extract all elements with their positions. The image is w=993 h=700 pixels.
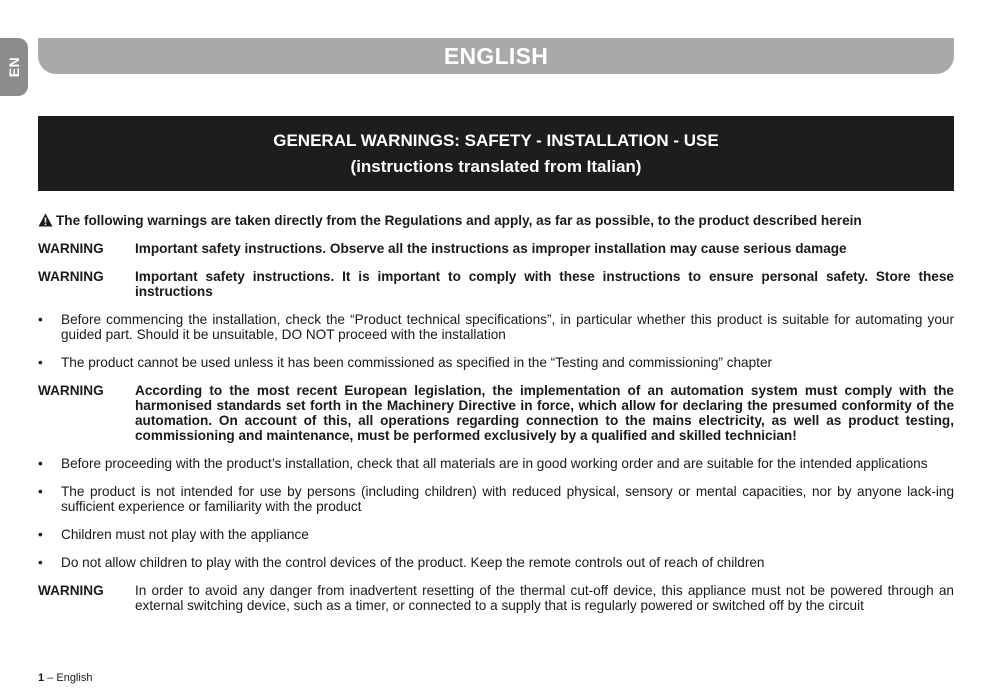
footer-language: English <box>56 672 93 684</box>
bullet-text: The product is not intended for use by persons (including children) with reduced physical, sensory or mental capacities, nor by anyone lack-ing sufficient experience or familiarity with the product <box>61 484 954 514</box>
bullet-dot: • <box>38 555 43 570</box>
warning-item <box>38 383 954 443</box>
intro-text: The following warnings are taken directly from the Regulations and apply, as far as possible, to the product described herein <box>56 213 862 228</box>
bullet-text: Before commencing the installation, check the “Product technical specifications”, in particular whether this product is suitable for automating your guided part. Should it be unsuitable, DO NOT proceed with the installation <box>61 312 954 342</box>
warning-item <box>38 269 954 299</box>
side-tab-label: EN <box>5 56 22 78</box>
warning-item <box>38 583 954 613</box>
bullet-item <box>38 484 954 514</box>
language-side-tab <box>0 38 28 96</box>
bullet-text: Before proceeding with the product’s installation, check that all materials are in good working order and are suitable for the intended applications <box>61 456 928 471</box>
bullet-item <box>38 527 954 542</box>
warning-label: WARNING <box>38 269 104 284</box>
warning-text: Important safety instructions. It is important to comply with these instructions to ensure personal safety. Store these instructions <box>135 269 954 299</box>
intro-paragraph <box>38 213 954 228</box>
warning-label: WARNING <box>38 583 104 598</box>
warning-label: WARNING <box>38 241 104 256</box>
warnings-content <box>38 213 954 626</box>
bullet-dot: • <box>38 312 43 327</box>
bullet-item <box>38 355 954 370</box>
warning-label: WARNING <box>38 383 104 398</box>
bullet-dot: • <box>38 456 43 471</box>
language-header-label: ENGLISH <box>443 42 549 69</box>
warnings-list <box>38 241 954 613</box>
warning-text: According to the most recent European legislation, the implementation of an automation system must comply with the harmonised standards set forth in the Machinery Directive in force, which allow for declaring the presumed conformity of the automation. On account of this, all operations regarding connection to the mains electricity, as well as product testing, commissioning and maintenance, must be performed exclusively by a qualified and skilled technician! <box>135 383 954 443</box>
bullet-dot: • <box>38 355 43 370</box>
warning-triangle-icon <box>38 213 53 227</box>
bullet-item <box>38 555 954 570</box>
page-footer <box>38 672 92 684</box>
warning-item <box>38 241 954 256</box>
bullet-text: Do not allow children to play with the control devices of the product. Keep the remote controls out of reach of children <box>61 555 765 570</box>
bullet-item <box>38 456 954 471</box>
footer-separator: – <box>44 672 57 684</box>
bullet-text: The product cannot be used unless it has been commissioned as specified in the “Testing and commissioning” chapter <box>61 355 773 370</box>
title-line-1: GENERAL WARNINGS: SAFETY - INSTALLATION - USE <box>273 130 719 150</box>
bullet-text: Children must not play with the appliance <box>61 527 309 542</box>
page-number: 1 <box>38 672 45 684</box>
bullet-item <box>38 312 954 342</box>
title-line-2: (instructions translated from Italian) <box>350 156 642 176</box>
bullet-dot: • <box>38 527 43 542</box>
warning-text: Important safety instructions. Observe all the instructions as improper installation may cause serious damage <box>135 241 847 256</box>
bullet-dot: • <box>38 484 43 499</box>
language-header-bar <box>38 38 954 74</box>
document-title-box <box>38 116 954 191</box>
warning-text: In order to avoid any danger from inadvertent resetting of the thermal cut-off device, this appliance must not be powered through an external switching device, such as a timer, or connected to a supply that is regularly powered or switched off by the circuit <box>135 583 954 613</box>
